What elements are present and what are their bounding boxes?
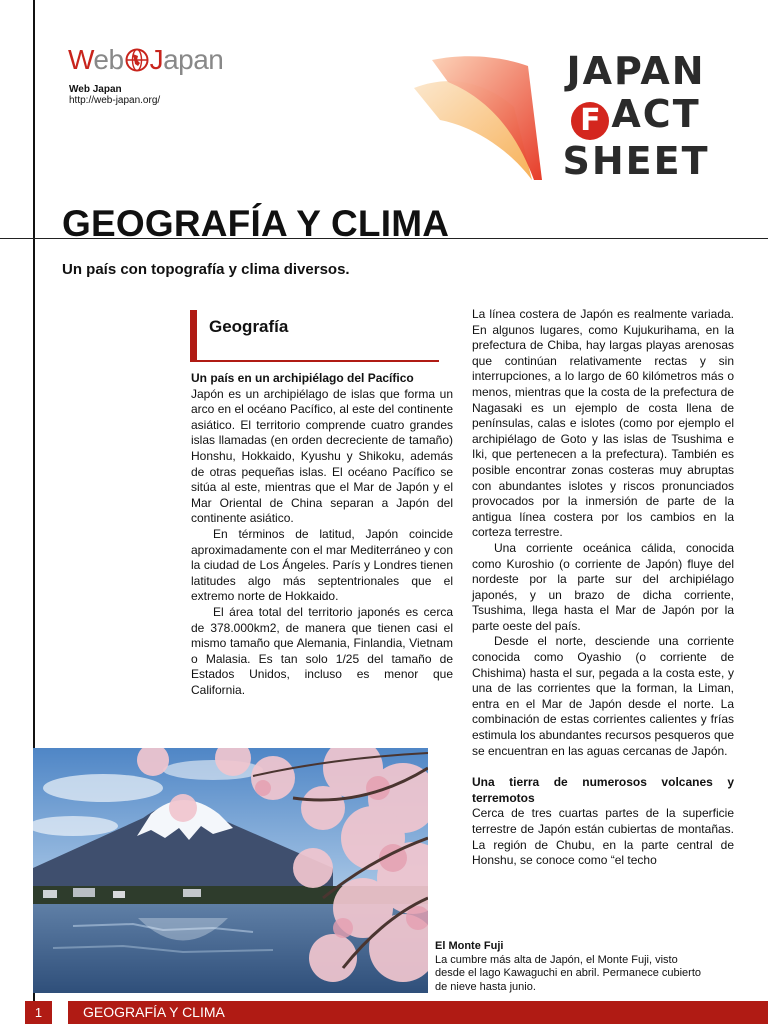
column1-paragraph-3: El área total del territorio japonés es cerca de 378.000km2, de manera que tienen casi el mismo tamaño que Alemania, Finlandia, Vietnam o Malasia. Es tan solo 1/25 del tamaño de Estados Unidos, incluso es menor que California. <box>191 604 453 697</box>
logo-text-apan: apan <box>163 44 224 75</box>
site-url-link[interactable]: http://web-japan.org/ <box>69 95 161 106</box>
japan-fact-sheet-logo <box>558 50 714 183</box>
text-column-left <box>191 371 453 698</box>
photo-caption <box>435 940 705 994</box>
logo-text-eb: eb <box>93 44 124 75</box>
footer-label: GEOGRAFÍA Y CLIMA <box>68 1001 768 1024</box>
fact-sheet-line-japan: JAPAN <box>566 49 706 93</box>
globe-icon <box>125 48 149 72</box>
column2-paragraph-2: Una corriente oceánica cálida, conocida como Kuroshio (o corriente de Japón) fluye del nordeste por la parte sur del archipiélago japonés, y un brazo de dicha corriente, Tsushima, llega hasta el Mar de Japón por la parte oeste del país. <box>472 540 734 633</box>
caption-title: El Monte Fuji <box>435 940 504 952</box>
column2-paragraph-1: La línea costera de Japón es realmente variada. En algunos lugares, como Kujukurihama, en la prefectura de Chiba, hay largas playas arenosas que continúan relativamente rectas y sin interrupciones, a lo largo de 60 kilómetros más o menos, mientras que la costa de la prefectura de Nagasaki es un ejemplo de costa llena de penínsulas, calas e islotes (como por ejemplo el archipiélago de Goto y las islas de Tsushima e Iki, que pertenecen a la prefectura). También es posible encontrar zonas costeras muy abruptas con abundantes islotes y riscos pronunciados provocados por la inmersión de parte de la antigua línea costera por los cambios en la corteza terrestre. <box>472 307 734 540</box>
caption-text: La cumbre más alta de Japón, el Monte Fuji, visto desde el lago Kawaguchi en abril. Permanece cubierto de nieve hasta junio. <box>435 953 701 993</box>
fact-sheet-act-text: ACT <box>611 92 701 136</box>
fact-sheet-f-circle: F <box>571 102 609 140</box>
section-accent-bar <box>190 310 197 362</box>
page-number: 1 <box>25 1001 52 1024</box>
page-title: GEOGRAFÍA Y CLIMA <box>62 203 450 244</box>
page-subtitle: Un país con topografía y clima diversos. <box>62 261 350 278</box>
mount-fuji-photo <box>33 748 428 993</box>
column1-paragraph-1: Japón es un archipiélago de islas que forma un arco en el océano Pacífico, al este del continente asiático. El territorio comprende cuatro grandes islas llamadas (en orden decreciente de tamaño) Honshu, Hokkaido, Kyushu y Shikoku, además de otras pequeñas islas. El océano Pacífico se sitúa al este, mientras que el Mar de Japón y el Mar Oriental de China separan a Japón del continente asiático. <box>191 386 453 526</box>
section-underline <box>197 360 439 362</box>
text-column-right <box>472 307 734 869</box>
column1-paragraph-2: En términos de latitud, Japón coincide aproximadamente con el mar Mediterráneo y con la ciudad de Los Ángeles. París y Londres tienen latitudes algo más septentrionales que el extremo norte de Hokkaido. <box>191 526 453 604</box>
column1-heading: Un país en un archipiélago del Pacífico <box>191 371 414 385</box>
site-name: Web Japan <box>69 84 122 95</box>
fact-sheet-line-sheet: SHEET <box>562 139 710 183</box>
column2-heading: Una tierra de numerosos volcanes y terremotos <box>472 775 734 805</box>
fact-sheet-swoosh-graphic <box>410 52 550 182</box>
logo-letter-w: W <box>68 44 94 75</box>
web-japan-logo[interactable] <box>68 44 223 76</box>
section-title: Geografía <box>209 317 289 336</box>
fact-sheet-line-fact <box>558 93 714 140</box>
column2-paragraph-3: Desde el norte, desciende una corriente conocida como Oyashio (o corriente de Chishima) hasta el sur, pegada a la costa este, y una de las corrientes que la forman, la Liman, entra en el Mar de Japón desde el norte. La combinación de estas corrientes calientes y frías estimula los abundantes recursos pesqueros que se encuentran en las aguas cercanas de Japón. <box>472 634 734 758</box>
logo-letter-j: J <box>149 44 164 75</box>
column2-paragraph-4: Cerca de tres cuartas partes de la superficie terrestre de Japón están cubiertas de montañas. La región de Chubu, en la parte central de Honshu, se conoce como “el techo <box>472 806 734 868</box>
